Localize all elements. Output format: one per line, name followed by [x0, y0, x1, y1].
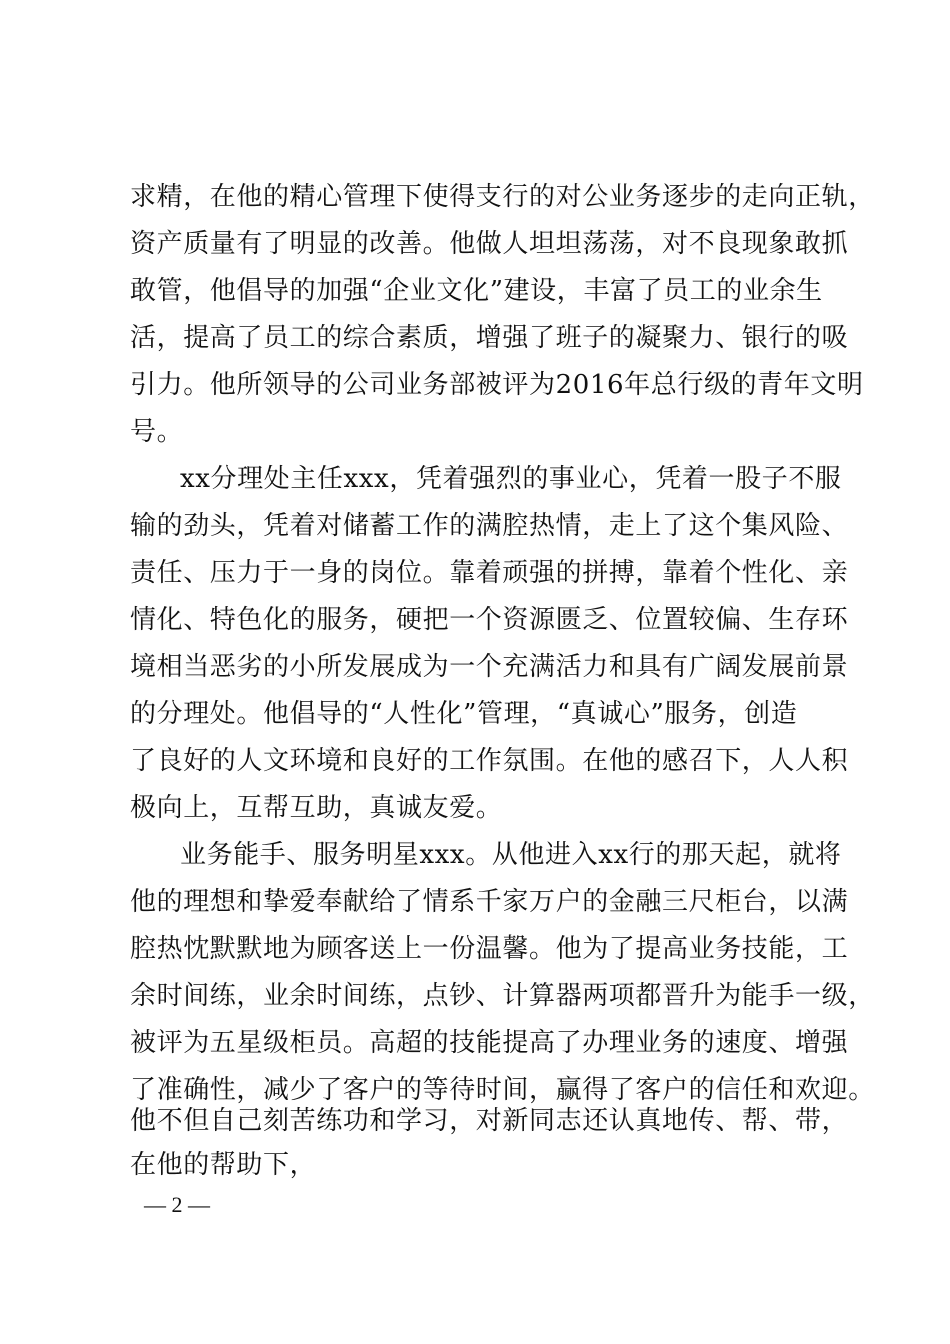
text-line: 在他的帮助下， [130, 1150, 317, 1180]
text-line: 情化、特色化的服务，硬把一个资源匮乏、位置较偏、生存环 [130, 605, 849, 635]
text-line: 被评为五星级柜员。高超的技能提高了办理业务的速度、增强 [130, 1028, 849, 1058]
text-line: 引力。他所领导的公司业务部被评为2016年总行级的青年文明 [130, 370, 864, 400]
text-line: 余时间练，业余时间练，点钞、计算器两项都晋升为能手一级， [130, 981, 875, 1011]
page-number: — 2 — [144, 1192, 210, 1217]
text-line: 了良好的人文环境和良好的工作氛围。在他的感召下，人人积 [130, 746, 849, 776]
text-line: 的分理处。他倡导的“人性化”管理，“真诚心”服务，创造 [130, 699, 798, 729]
text-line: 号。 [130, 417, 184, 447]
text-line: xx分理处主任xxx，凭着强烈的事业心，凭着一股子不服 [180, 464, 842, 494]
text-line: 他的理想和挚爱奉献给了情系千家万户的金融三尺柜台，以满 [130, 887, 849, 917]
text-line: 腔热忱默默地为顾客送上一份温馨。他为了提高业务技能，工 [130, 934, 849, 964]
text-line: 求精，在他的精心管理下使得支行的对公业务逐步的走向正轨， [130, 182, 875, 212]
text-line: 责任、压力于一身的岗位。靠着顽强的拼搏，靠着个性化、亲 [130, 558, 849, 588]
text-line: 输的劲头，凭着对储蓄工作的满腔热情，走上了这个集风险、 [130, 511, 849, 541]
text-line: 资产质量有了明显的改善。他做人坦坦荡荡，对不良现象敢抓 [130, 229, 849, 259]
text-line: 极向上，互帮互助，真诚友爱。 [130, 793, 503, 823]
text-line: 他不但自己刻苦练功和学习，对新同志还认真地传、帮、带， [130, 1106, 849, 1136]
text-line: 业务能手、服务明星xxx。从他进入xx行的那天起，就将 [180, 840, 842, 870]
text-line: 境相当恶劣的小所发展成为一个充满活力和具有广阔发展前景 [130, 652, 849, 682]
text-line: 敢管，他倡导的加强“企业文化”建设，丰富了员工的业余生 [130, 276, 823, 306]
text-line: 活，提高了员工的综合素质，增强了班子的凝聚力、银行的吸 [130, 323, 849, 353]
text-line: 了准确性，减少了客户的等待时间，赢得了客户的信任和欢迎。 [130, 1075, 875, 1105]
